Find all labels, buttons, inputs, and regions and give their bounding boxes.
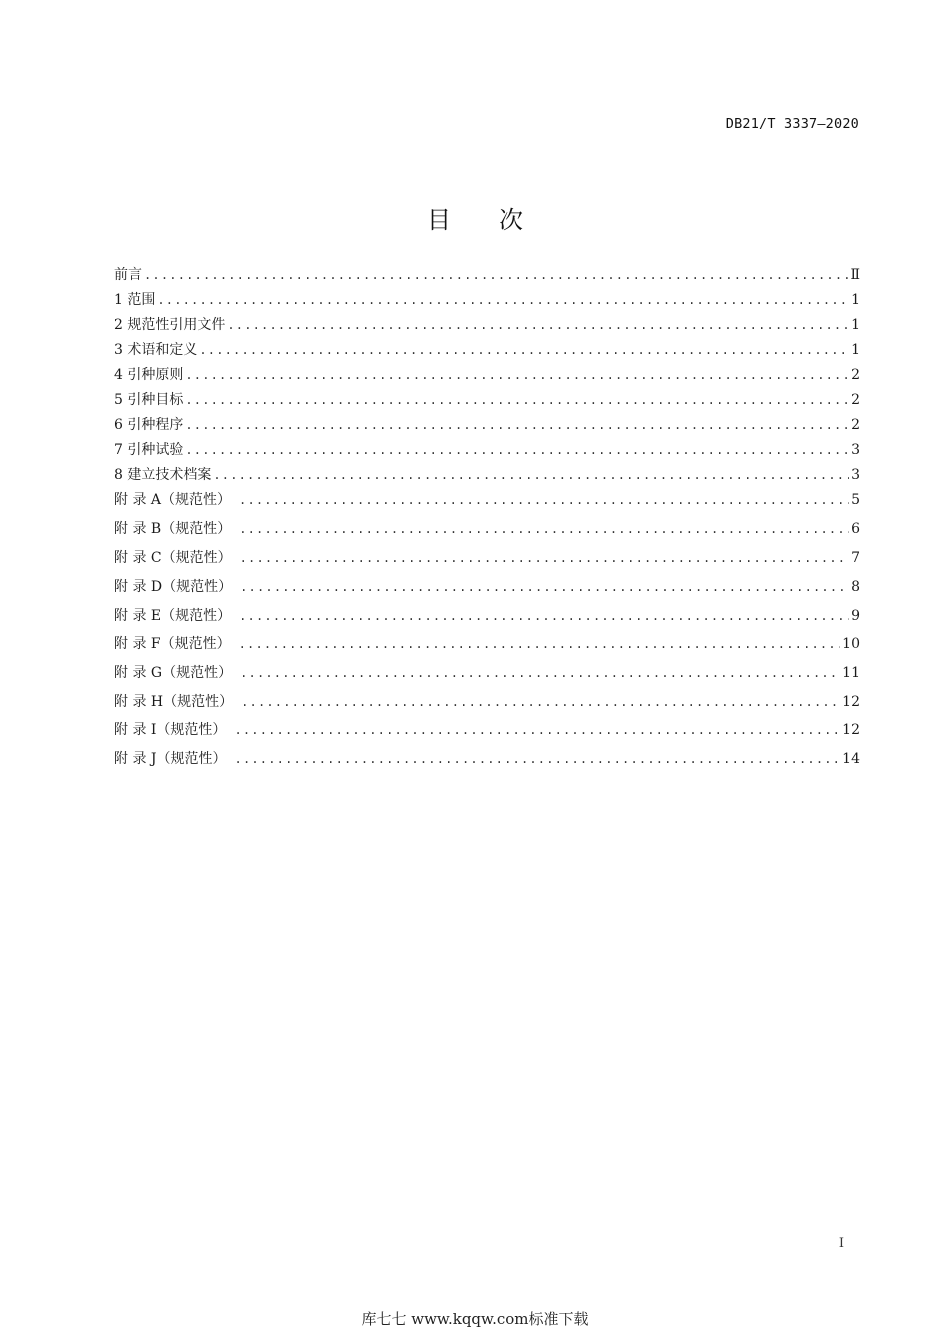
toc-title: 目次 [427, 206, 571, 234]
toc-leader-dots [227, 316, 849, 334]
toc-entry[interactable] [114, 291, 860, 309]
toc-entry-label: 附 录 A（规范性） [114, 492, 232, 508]
toc-entry[interactable] [114, 441, 860, 459]
toc-entry-label: 附 录 C（规范性） [114, 550, 232, 566]
toc-entry-page: 3 [851, 442, 860, 458]
toc-entry-page: 1 [851, 342, 860, 358]
footer-watermark: 库七七 www.kqqw.com标准下载 [361, 1310, 589, 1328]
toc-entry-page: 2 [851, 417, 860, 433]
toc-entry-page: Ⅱ [850, 267, 860, 283]
toc-entry-page: 2 [851, 367, 860, 383]
toc-entry-label: 8 建立技术档案 [114, 467, 212, 483]
toc-entry-label: 7 引种试验 [114, 442, 184, 458]
toc-entry-label: 附 录 J（规范性） [114, 751, 227, 767]
toc-leader-dots [240, 664, 840, 682]
toc-entry-label: 附 录 D（规范性） [114, 579, 233, 595]
toc-entry-label: 3 术语和定义 [114, 342, 198, 358]
toc-entry[interactable] [114, 750, 860, 768]
toc-entry[interactable] [114, 607, 860, 625]
toc-entry-label: 5 引种目标 [114, 392, 184, 408]
toc-entry[interactable] [114, 391, 860, 409]
toc-entry-page: 7 [851, 550, 860, 566]
toc-leader-dots [240, 578, 849, 596]
toc-entry-page: 12 [842, 722, 860, 738]
toc-entry[interactable] [114, 341, 860, 359]
toc-entry[interactable] [114, 416, 860, 434]
toc-entry-page: 8 [851, 579, 860, 595]
toc-entry[interactable] [114, 693, 860, 711]
toc-leader-dots [213, 466, 849, 484]
toc-entry-page: 3 [851, 467, 860, 483]
toc-leader-dots [234, 721, 840, 739]
toc-leader-dots [157, 291, 849, 309]
toc-entry-page: 6 [851, 521, 860, 537]
toc-entry-page: 1 [851, 317, 860, 333]
toc-entry-label: 附 录 B（规范性） [114, 521, 232, 537]
toc-leader-dots [185, 416, 849, 434]
toc-entry[interactable] [114, 635, 860, 653]
toc-leader-dots [199, 341, 849, 359]
toc-entry-page: 10 [842, 636, 860, 652]
toc-leader-dots [241, 693, 840, 711]
toc-entry[interactable] [114, 578, 860, 596]
toc-leader-dots [185, 441, 849, 459]
toc-leader-dots [235, 750, 841, 768]
toc-entry-label: 4 引种原则 [114, 367, 184, 383]
toc-entry[interactable] [114, 466, 860, 484]
toc-leader-dots [240, 549, 849, 567]
toc-leader-dots [144, 266, 848, 284]
toc-leader-dots [185, 366, 849, 384]
toc-entry[interactable] [114, 491, 860, 509]
toc-entry[interactable] [114, 266, 860, 284]
toc-entry-label: 附 录 G（规范性） [114, 665, 233, 681]
toc-entry-page: 11 [842, 665, 860, 681]
toc-entry-page: 9 [851, 608, 860, 624]
toc-entry[interactable] [114, 520, 860, 538]
toc-entry-page: 5 [851, 492, 860, 508]
toc-entry[interactable] [114, 721, 860, 739]
toc-entry-label: 1 范围 [114, 292, 156, 308]
toc-leader-dots [239, 520, 849, 538]
toc-entry-page: 12 [842, 694, 860, 710]
toc-entry[interactable] [114, 549, 860, 567]
toc-leader-dots [185, 391, 849, 409]
toc-entry-label: 附 录 E（规范性） [114, 608, 232, 624]
toc-leader-dots [239, 635, 841, 653]
toc-entry-label: 附 录 I（规范性） [114, 722, 227, 738]
toc-entry-page: 2 [851, 392, 860, 408]
toc-entry-label: 2 规范性引用文件 [114, 317, 226, 333]
toc-entry-label: 附 录 H（规范性） [114, 694, 234, 710]
toc-leader-dots [239, 491, 849, 509]
toc-entry[interactable] [114, 664, 860, 682]
toc-entry-page: 1 [851, 292, 860, 308]
toc-leader-dots [239, 607, 849, 625]
toc-entry[interactable] [114, 316, 860, 334]
document-code: DB21/T 3337—2020 [725, 116, 859, 132]
toc-entry-label: 6 引种程序 [114, 417, 184, 433]
toc-entry[interactable] [114, 366, 860, 384]
toc-entry-label: 前言 [114, 267, 142, 283]
toc-entry-label: 附 录 F（规范性） [114, 636, 231, 652]
toc-entry-page: 14 [842, 751, 860, 767]
page-number: I [838, 1236, 844, 1251]
